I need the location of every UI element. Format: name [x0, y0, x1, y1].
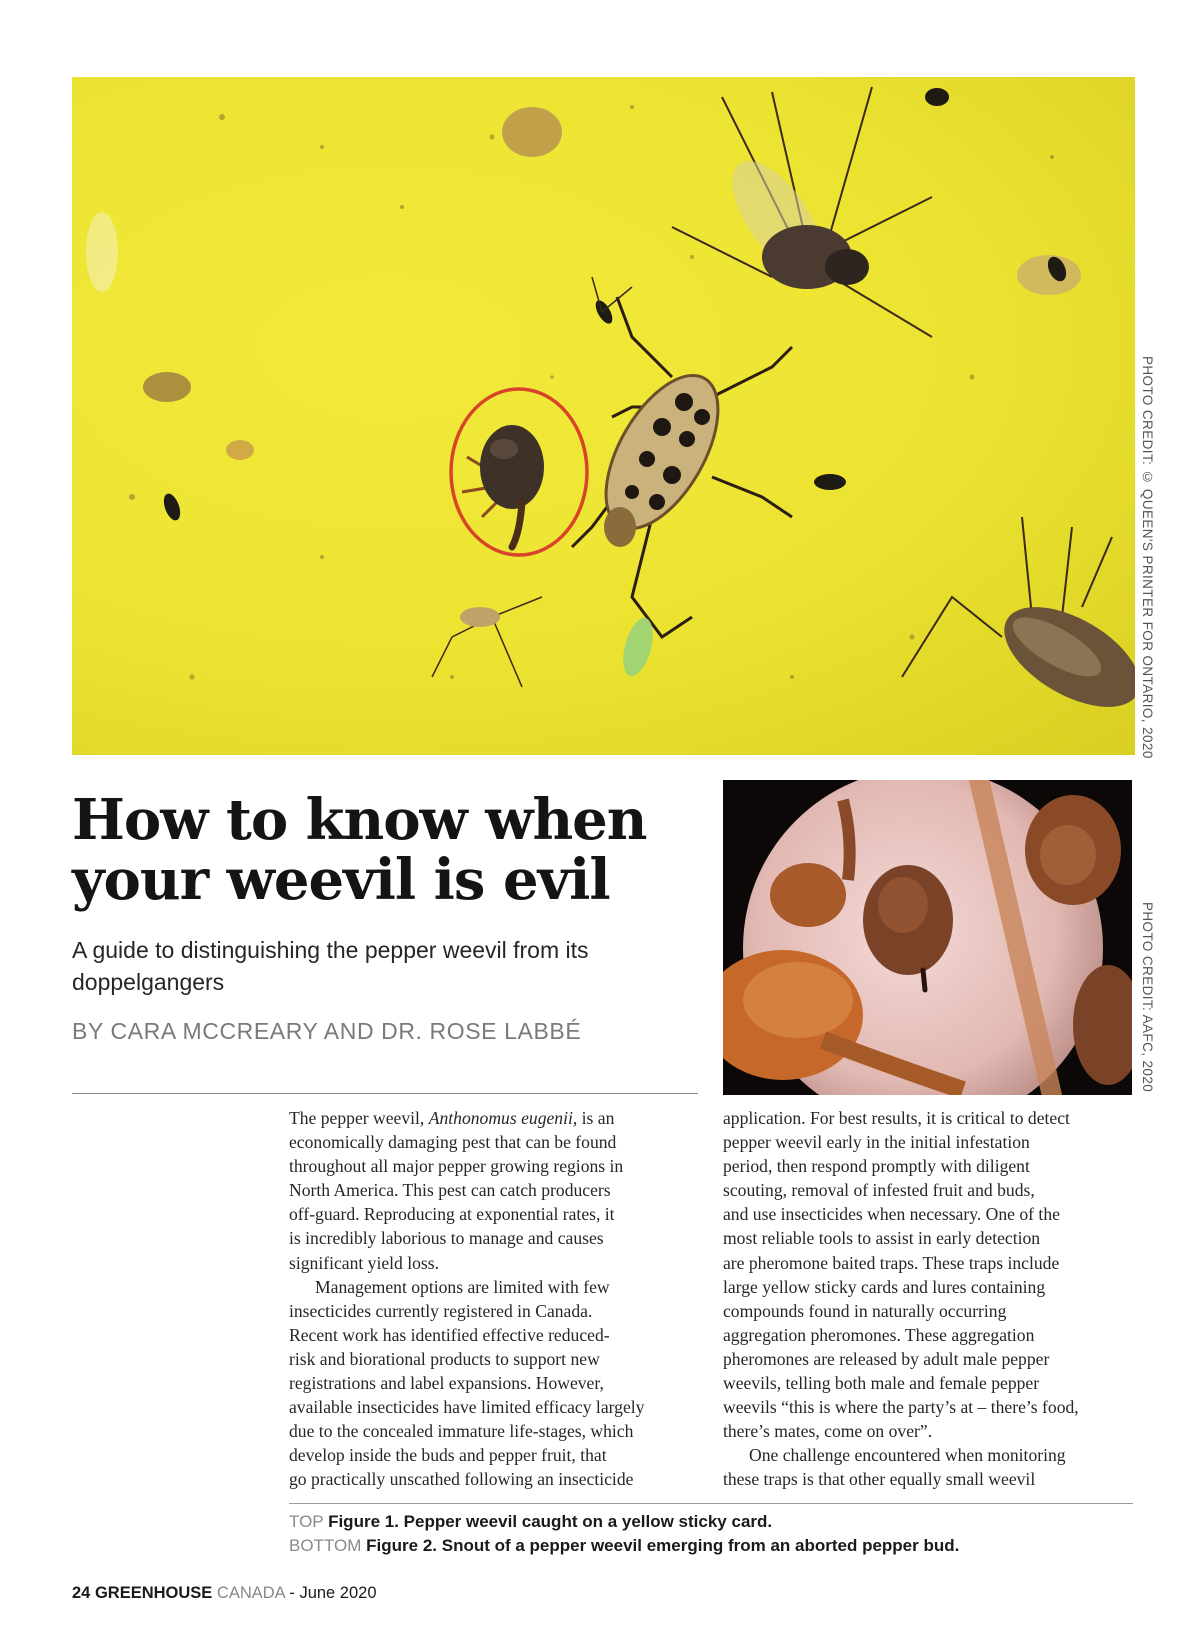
- divider: [72, 1093, 698, 1094]
- body-text: The pepper weevil,: [289, 1108, 429, 1128]
- issue-date: - June 2020: [289, 1584, 377, 1602]
- species-name: Anthonomus eugenii: [428, 1108, 573, 1128]
- body-column-2: [723, 1106, 1138, 1492]
- subtitle-line-1: A guide to distinguishing the pepper weevil from its: [72, 937, 589, 963]
- page-footer: [72, 1584, 377, 1603]
- body-line: pepper weevil early in the initial infestation: [723, 1132, 1030, 1153]
- byline: BY CARA MCCREARY AND DR. ROSE LABBÉ: [72, 1018, 582, 1044]
- body-line: these traps is that other equally small weevil: [723, 1469, 1036, 1490]
- article-title: [72, 787, 692, 913]
- body-line: economically damaging pest that can be found: [289, 1132, 617, 1153]
- body-line: insecticides currently registered in Canada.: [289, 1300, 593, 1321]
- body-line: available insecticides have limited efficacy largely: [289, 1397, 645, 1418]
- caption-bottom: [289, 1536, 959, 1556]
- body-line: risk and biorational products to support new: [289, 1348, 600, 1369]
- body-line: there’s mates, come on over”.: [723, 1421, 933, 1442]
- page-number: 24: [72, 1584, 91, 1602]
- body-line: most reliable tools to assist in early detection: [723, 1228, 1041, 1249]
- caption-tag: BOTTOM: [289, 1536, 362, 1555]
- caption-top: [289, 1512, 772, 1532]
- body-line: are pheromone baited traps. These traps include: [723, 1252, 1060, 1273]
- caption-text: Figure 2. Snout of a pepper weevil emerging from an aborted pepper bud.: [366, 1536, 960, 1555]
- photo-credit-figure-1: PHOTO CREDIT: © QUEEN'S PRINTER FOR ONTARIO, 2020: [1140, 356, 1155, 759]
- title-line-1: How to know when: [72, 787, 647, 853]
- photo-credit-figure-2: PHOTO CREDIT: AAFC, 2020: [1140, 902, 1155, 1093]
- body-line: One challenge encountered when monitoring: [749, 1445, 1066, 1466]
- body-line: throughout all major pepper growing regions in: [289, 1156, 624, 1177]
- sticky-card-illustration: [72, 77, 1135, 755]
- pepper-weevil: [462, 425, 544, 547]
- weevil-snout: [923, 970, 925, 990]
- body-line: application. For best results, it is critical to detect: [723, 1108, 1070, 1128]
- body-line: registrations and label expansions. However,: [289, 1373, 604, 1394]
- body-line: and use insecticides when necessary. One of the: [723, 1204, 1060, 1225]
- subtitle-line-2: doppelgangers: [72, 969, 225, 995]
- body-line: go practically unscathed following an insecticide: [289, 1469, 634, 1490]
- magazine-name: GREENHOUSE: [94, 1584, 213, 1602]
- figure-2-microscope-photo: [723, 780, 1132, 1095]
- body-line: [289, 1106, 704, 1130]
- wasp: [902, 517, 1135, 727]
- body-text: , is an: [572, 1108, 615, 1128]
- body-line: Management options are limited with few: [315, 1276, 610, 1297]
- body-line: compounds found in naturally occurring: [723, 1300, 1007, 1321]
- body-line: off-guard. Reproducing at exponential rates, it: [289, 1204, 615, 1225]
- body-line: weevils, telling both male and female pepper: [723, 1373, 1040, 1394]
- body-line: period, then respond promptly with diligent: [723, 1156, 1030, 1177]
- microscope-illustration: [723, 780, 1132, 1095]
- spotted-beetle: [572, 297, 792, 637]
- body-line: aggregation pheromones. These aggregation: [723, 1324, 1035, 1345]
- caption-divider: [289, 1503, 1133, 1504]
- article-subtitle: [72, 934, 692, 998]
- body-line: is incredibly laborious to manage and causes: [289, 1228, 604, 1249]
- figure-1-sticky-card-photo: [72, 77, 1135, 755]
- body-line: pheromones are released by adult male pepper: [723, 1348, 1050, 1369]
- body-line: significant yield loss.: [289, 1252, 440, 1273]
- body-column-1: [289, 1106, 704, 1492]
- caption-text: Figure 1. Pepper weevil caught on a yellow sticky card.: [328, 1512, 773, 1531]
- body-line: develop inside the buds and pepper fruit, that: [289, 1445, 607, 1466]
- body-line: North America. This pest can catch producers: [289, 1180, 611, 1201]
- body-line: large yellow sticky cards and lures containing: [723, 1276, 1046, 1297]
- magazine-name-light: CANADA: [216, 1584, 285, 1602]
- title-line-2: your weevil is evil: [72, 847, 610, 913]
- body-line: scouting, removal of infested fruit and buds,: [723, 1180, 1035, 1201]
- body-line: weevils “this is where the party’s at – there’s food,: [723, 1397, 1079, 1418]
- body-line: due to the concealed immature life-stages, which: [289, 1421, 634, 1442]
- body-line: Recent work has identified effective reduced-: [289, 1324, 610, 1345]
- caption-tag: TOP: [289, 1512, 324, 1531]
